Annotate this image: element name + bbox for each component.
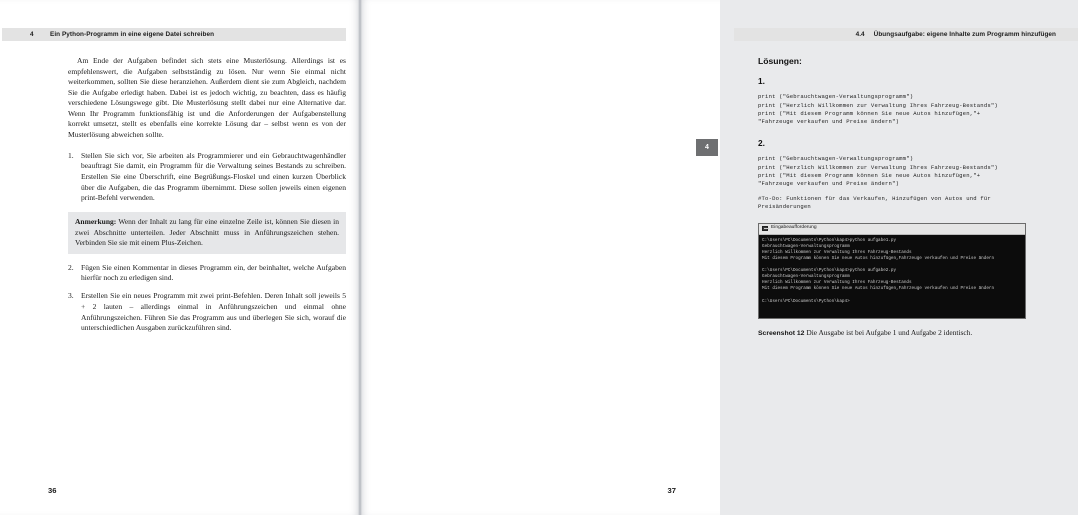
intro-paragraph: Am Ende der Aufgaben befindet sich stets eine Musterlösung. Allerdings ist es empfehlenswert, die Aufgaben selbstständig zu lösen. Nur wenn Sie einmal nicht weiterkommen, sollten Sie diese heranziehen. Außerdem dient sie zum Abgleich, nachdem Sie die Aufgabe erledigt haben. Dabei ist es jedoch wichtig, zu beachten, dass es häufig verschiedene Lösungswege gibt. Die Musterlösung stellt dabei nur eine Alternative dar. Wenn Ihr Programm funktionsfähig ist und die Anforderungen der Aufgabenstellung korrekt umsetzt, stellt es ebenfalls eine korrekte Lösung dar – selbst wenn es von der Musterlösung abweichen sollte.: [68, 56, 346, 139]
running-head-chapter-number: 4: [30, 31, 34, 38]
solutions-heading: Lösungen:: [758, 56, 802, 66]
solution-1-number: 1.: [758, 75, 765, 86]
task-item-2-text: Fügen Sie einen Kommentar in dieses Programm ein, der beinhaltet, welche Aufgaben hierfür noch zu erledigen sind.: [81, 262, 346, 283]
running-head-title: Ein Python-Programm in eine eigene Datei schreiben: [50, 31, 215, 38]
folio-left: 36: [48, 486, 57, 495]
terminal-window-title: Eingabeaufforderung: [771, 225, 817, 231]
left-page-text-column: [68, 56, 346, 341]
task-item-1-text: Stellen Sie sich vor, Sie arbeiten als Programmierer und ein Gebrauchtwagenhändler beauftragt Sie damit, ein Programm für die Verwaltung seines Bestands zu schreiben. Erstellen Sie eine Überschrift, eine Begrüßungs-Floskel und einen kurzen Überblick über die Aufgaben, die das Programm übernimmt. Diese sollen jeweils einen eigenen print-Befehl verwenden.: [81, 150, 346, 203]
solution-2-comment: #To-Do: Funktionen für das Verkaufen, Hinzufügen von Autos und für Preisänderungen: [758, 194, 991, 211]
solution-2-code: print ("Gebrauchtwagen-Verwaltungsprogramm") print ("Herzlich Willkommen zur Verwaltung Ihres Fahrzeug-Bestands") print ("Mit diesem Programm können Sie neue Autos hinzufügen,"+ "Fahrzeuge verkaufen und Preise ändern"): [758, 155, 998, 188]
figure-caption: [758, 328, 1036, 338]
task-item-1: [68, 151, 346, 204]
solution-2-number: 2.: [758, 137, 765, 148]
note-box: [68, 212, 346, 254]
running-head-section-number: 4.4: [855, 31, 865, 38]
spread-gutter: [358, 0, 362, 515]
note-text: Wenn der Inhalt zu lang für eine einzelne Zeile ist, können Sie diesen in zwei Abschnitte unterteilen. Jeder Abschnitt muss in Anführungszeichen stehen. Verbinden Sie sie mit einem Plus-Zeichen.: [75, 217, 339, 247]
console-window-icon: [762, 226, 768, 231]
figure-caption-label: Screenshot 12: [758, 329, 805, 337]
running-head-left: [2, 28, 346, 41]
figure-caption-text: Die Ausgabe ist bei Aufgabe 1 und Aufgabe 2 identisch.: [806, 327, 973, 337]
folio-right: 37: [667, 486, 676, 495]
running-head-right: [734, 28, 1078, 41]
terminal-screenshot: [758, 223, 1026, 319]
task-list: [68, 151, 346, 204]
terminal-output: C:\Users\PC\Documents\Python\kap4>python aufgabe1.py Gebrauchtwagen-Verwaltungsprogramm Herzlich Willkommen zur Verwaltung Ihres Fahrzeug-Bestands Mit diesem Programm können Sie neue Autos hinzufügen,Fahrzeuge verkaufen und Preise ändern C:\Users\PC\Documents\Python\kap4>python aufgabe2.py Gebrauchtwagen-Verwaltungsprogramm Herzlich Willkommen zur Verwaltung Ihres Fahrzeug-Bestands Mit diesem Programm können Sie neue Autos hinzufügen,Fahrzeuge verkaufen und Preise ändern C:\Users\PC\Documents\Python\kap4>: [759, 235, 1025, 318]
task-item-3: [68, 291, 346, 333]
page-left: [0, 0, 360, 515]
task-list-continued: [68, 263, 346, 334]
note-label: Anmerkung:: [75, 217, 117, 227]
task-item-2: [68, 263, 346, 284]
page-right: [360, 0, 1056, 515]
terminal-title-bar: [759, 224, 1025, 235]
running-head-section-title: Übungsaufgabe: eigene Inhalte zum Programm hinzufügen: [873, 31, 1056, 38]
task-item-3-text: Erstellen Sie ein neues Programm mit zwei print-Befehlen. Deren Inhalt soll jeweils 5 + 2 lauten – allerdings einmal in Anführungszeichen und einmal ohne Anführungszeichen. Führen Sie das Programm aus und überlegen Sie sich, worauf die unterschiedlichen Ausgaben zurückzuführen sind.: [81, 291, 346, 333]
solution-1-code: print ("Gebrauchtwagen-Verwaltungsprogramm") print ("Herzlich Willkommen zur Verwaltung Ihres Fahrzeug-Bestands") print ("Mit diesem Programm können Sie neue Autos hinzufügen,"+ "Fahrzeuge verkaufen und Preise ändern"): [758, 93, 998, 126]
right-page-content-column: [758, 56, 1036, 338]
chapter-thumb-tab: 4: [696, 139, 718, 156]
